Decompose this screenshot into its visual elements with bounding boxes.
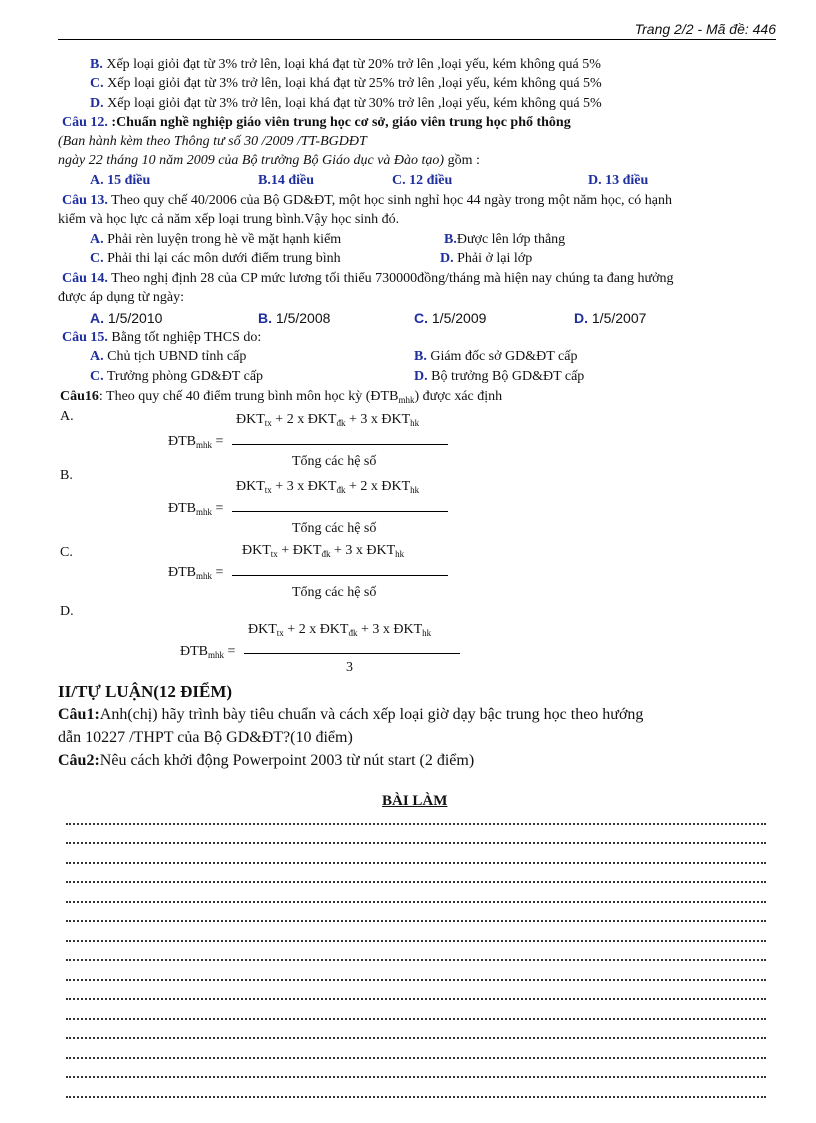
question-text-tail: ) được xác định <box>414 389 503 404</box>
option-letter: C. <box>90 76 104 91</box>
answer-line <box>66 880 766 883</box>
option-letter: C. <box>414 310 428 326</box>
option-letter: D. <box>90 96 104 111</box>
formula-lhs: $ĐTB_{mhk}$ = <box>168 565 224 581</box>
option-letter: B. <box>258 310 272 326</box>
option-text: Bộ trưởng Bộ GD&ĐT cấp <box>427 369 585 384</box>
q16-line1 <box>60 388 502 409</box>
question-text: :Chuẩn nghề nghiệp giáo viên trung học cơ sở, giáo viên trung học phổ thông <box>107 115 571 130</box>
q15-line1 <box>62 329 261 347</box>
answer-line <box>66 919 766 922</box>
formula-denominator: Tổng các hệ số <box>292 454 377 469</box>
fraction-bar <box>232 575 448 576</box>
q13-line1 <box>62 192 672 210</box>
formula-numerator: $ĐKT_{tx} + 2$ x $ĐKT_{đk} + 3$ x $ĐKT_{hk}$ <box>248 622 432 638</box>
formula-denominator: Tổng các hệ số <box>292 521 377 536</box>
formula-denominator: Tổng các hệ số <box>292 585 377 600</box>
answer-line <box>66 1095 766 1098</box>
answer-line <box>66 958 766 961</box>
essay-q1-text: Anh(chị) hãy trình bày tiêu chuẩn và cách xếp loại giờ dạy bậc trung học theo hướng <box>99 706 644 723</box>
q12-date-tail: gồm : <box>444 153 480 168</box>
q14-line2: được áp dụng từ ngày: <box>58 290 184 305</box>
question-label: Câu 13. <box>62 193 108 208</box>
fraction-bar <box>244 653 460 654</box>
option-text: Trưởng phòng GD&ĐT cấp <box>103 369 264 384</box>
q13-line2: kiểm và học lực cả năm xếp loại trung bình.Vậy học sinh đó. <box>58 212 400 227</box>
option-text: Chủ tịch UBND tỉnh cấp <box>103 349 247 364</box>
essay-q2 <box>58 750 474 772</box>
answer-line <box>66 1056 766 1059</box>
option-text: Xếp loại giỏi đạt từ 3% trở lên, loại khá đạt từ 30% trở lên ,loại yếu, kém không quá 5% <box>107 96 602 111</box>
essay-q1-line2: dẫn 10227 /THPT của Bộ GD&ĐT?(10 điểm) <box>58 729 353 746</box>
essay-q2-label: Câu2: <box>58 752 100 769</box>
page-header-text: Trang 2/2 - Mã đề: 446 <box>634 21 776 37</box>
question-label: Câu16 <box>60 389 99 404</box>
answer-line <box>66 1017 766 1020</box>
option-letter: A. <box>90 349 104 364</box>
q12-date <box>58 152 480 170</box>
q11-option-b <box>90 56 601 74</box>
option-text: Phải thi lại các môn dưới điểm trung bình <box>103 251 341 266</box>
option-letter: B. <box>90 57 103 72</box>
q12-title <box>62 114 571 132</box>
q14-option-a <box>90 309 162 327</box>
option-text: 1/5/2007 <box>588 310 647 326</box>
page-header <box>58 21 776 40</box>
answer-line <box>66 900 766 903</box>
formula-numerator: $ĐKT_{tx} + 2$ x $ĐKT_{đk} + 3$ x $ĐKT_{hk}$ <box>236 412 420 428</box>
option-letter: D. <box>440 251 454 266</box>
option-text: 1/5/2008 <box>272 310 331 326</box>
q13-option-d <box>440 250 532 268</box>
q11-option-c <box>90 75 602 93</box>
answer-line <box>66 822 766 825</box>
option-letter: C. <box>90 369 104 384</box>
q12-date-text: ngày 22 tháng 10 năm 2009 của Bộ trưởng Bộ Giáo dục và Đào tạo) <box>58 153 445 168</box>
option-text: Xếp loại giỏi đạt từ 3% trở lên, loại khá đạt từ 20% trở lên ,loại yếu, kém không quá 5% <box>106 57 601 72</box>
q12-option-d: D. 13 điều <box>588 173 649 188</box>
q16-option-b-letter: B. <box>60 468 73 483</box>
answer-line <box>66 997 766 1000</box>
q15-option-d <box>414 368 584 386</box>
q15-option-c <box>90 368 263 386</box>
q16-formula-a <box>168 410 458 480</box>
formula-lhs: $ĐTB_{mhk}$ = <box>180 644 236 660</box>
essay-q1-label: Câu1: <box>58 706 100 723</box>
q16-formula-c <box>168 541 458 611</box>
essay-q2-text: Nêu cách khởi động Powerpoint 2003 từ nút start (2 điểm) <box>99 752 475 769</box>
q14-line1 <box>62 270 674 288</box>
option-text: 1/5/2010 <box>104 310 163 326</box>
q14-option-b <box>258 309 330 327</box>
q15-option-a <box>90 348 246 366</box>
q11-option-d <box>90 95 602 113</box>
q16-option-c-letter: C. <box>60 545 73 560</box>
option-letter: B. <box>414 349 427 364</box>
answer-line <box>66 978 766 981</box>
option-letter: D. <box>414 369 428 384</box>
q13-option-c <box>90 250 341 268</box>
q16-option-a-letter: A. <box>60 409 74 424</box>
question-label: Câu 14. <box>62 271 108 286</box>
question-text: Theo quy chế 40/2006 của Bộ GD&ĐT, một học sinh nghỉ học 44 ngày trong một năm học, có hạnh <box>107 193 672 208</box>
formula-lhs: $ĐTB_{mhk}$ = <box>168 501 224 517</box>
option-letter: B. <box>444 232 457 247</box>
formula-numerator: $ĐKT_{tx}$ + $ĐKT_{đk} + 3$ x $ĐKT_{hk}$ <box>242 543 405 559</box>
answer-title: BÀI LÀM <box>382 793 448 809</box>
q16-formula-d <box>180 620 470 690</box>
answer-line <box>66 939 766 942</box>
option-letter: D. <box>574 310 588 326</box>
question-text: Theo nghị định 28 của CP mức lương tối thiểu 730000đồng/tháng mà hiện nay chúng ta đang hưởng <box>107 271 674 286</box>
option-letter: A. <box>90 310 104 326</box>
answer-line <box>66 841 766 844</box>
option-text: Giám đốc sở GD&ĐT cấp <box>426 349 578 364</box>
question-text: : Theo quy chế 40 điểm trung bình môn học kỳ (ĐTB <box>98 389 399 404</box>
q12-option-c: C. 12 điều <box>392 173 453 188</box>
answer-line <box>66 1036 766 1039</box>
q13-option-b <box>444 231 565 249</box>
essay-section-title: II/TỰ LUẬN(12 ĐIỂM) <box>58 682 233 701</box>
q16-option-d-letter: D. <box>60 604 74 619</box>
q15-option-b <box>414 348 577 366</box>
fraction-bar <box>232 511 448 512</box>
fraction-bar <box>232 444 448 445</box>
option-text: Xếp loại giỏi đạt từ 3% trở lên, loại khá đạt từ 25% trở lên ,loại yếu, kém không quá 5% <box>107 76 602 91</box>
question-text: Bằng tốt nghiệp THCS do: <box>107 330 262 345</box>
option-text: Được lên lớp thẳng <box>456 232 566 247</box>
q14-option-d <box>574 309 646 327</box>
option-text: Phải ở lại lớp <box>453 251 533 266</box>
answer-line <box>66 1075 766 1078</box>
q14-option-c <box>414 309 486 327</box>
q12-option-a: A. 15 điều <box>90 173 151 188</box>
option-text: 1/5/2009 <box>428 310 487 326</box>
option-letter: C. <box>90 251 104 266</box>
question-label: Câu 12. <box>62 115 108 130</box>
q12-note: (Ban hành kèm theo Thông tư số 30 /2009 /TT-BGDĐT <box>58 134 367 149</box>
option-letter: A. <box>90 232 104 247</box>
subscript: mhk <box>398 395 415 405</box>
answer-line <box>66 861 766 864</box>
q12-option-b: B.14 điều <box>258 173 315 188</box>
formula-numerator: $ĐKT_{tx} + 3$ x $ĐKT_{đk} + 2$ x $ĐKT_{hk}$ <box>236 479 420 495</box>
essay-q1-line1 <box>58 704 643 726</box>
q16-formula-b <box>168 477 458 547</box>
formula-denominator: 3 <box>346 660 353 675</box>
question-label: Câu 15. <box>62 330 108 345</box>
q13-option-a <box>90 231 341 249</box>
option-text: Phải rèn luyện trong hè về mặt hạnh kiểm <box>103 232 342 247</box>
formula-lhs: $ĐTB_{mhk}$ = <box>168 434 224 450</box>
